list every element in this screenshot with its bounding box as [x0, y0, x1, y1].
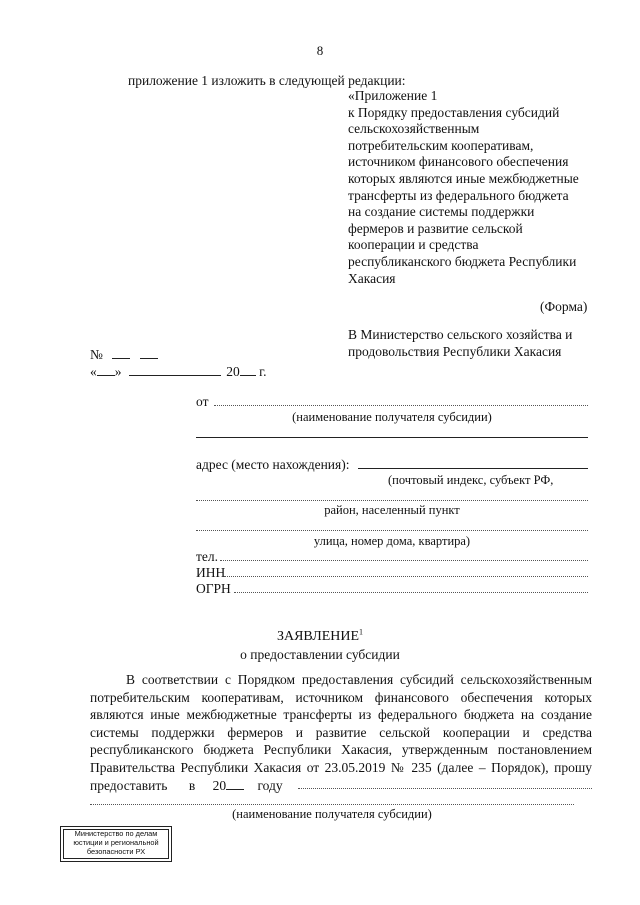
date-day-blank[interactable] — [97, 362, 115, 376]
address-hint-2: район, населенный пункт — [324, 503, 460, 517]
body-line: системы поддержки фермеров и развитие сельской кооперации и средства — [90, 724, 592, 740]
inn-line[interactable] — [224, 564, 588, 577]
page-number: 8 — [316, 43, 324, 58]
stamp-line: Министерство по делам — [74, 829, 158, 838]
appendix-line: потребительским кооперативам, — [348, 137, 534, 153]
body-line: являются иные межбюджетные трансферты из федерального бюджета на создание — [90, 707, 592, 722]
inn-label: ИНН — [196, 565, 226, 580]
bottom-recipient-line[interactable] — [90, 794, 574, 805]
address-line-2[interactable] — [196, 488, 588, 501]
appendix-line: Хакасия — [348, 270, 396, 286]
appendix-line: на создание системы поддержки — [348, 204, 535, 220]
address-label: адрес (место нахождения): — [196, 457, 350, 472]
appendix-header — [348, 88, 608, 287]
tel-line[interactable] — [220, 548, 588, 561]
date-month-blank[interactable] — [129, 362, 221, 376]
date-year-suffix: г. — [259, 364, 267, 379]
date-year-prefix: 20 — [226, 364, 240, 379]
bottom-hint: (наименование получателя субсидии) — [232, 807, 432, 821]
body-line: Правительства Республики Хакасия от 23.05.2019 № 235 (далее – Порядок), прошу — [90, 759, 592, 775]
date-close-quote: » — [114, 364, 122, 379]
appendix-line: сельскохозяйственным — [348, 121, 480, 137]
provide-label: предоставить — [90, 778, 168, 793]
appendix-line: к Порядку предоставления субсидий — [348, 104, 560, 120]
recipient-line-2[interactable] — [196, 425, 588, 438]
address-hint-3: улица, номер дома, квартира) — [313, 534, 471, 548]
from-label: от — [196, 394, 209, 409]
form-label: (Форма) — [540, 299, 588, 314]
appendix-line: «Приложение 1 — [348, 88, 438, 103]
address-line[interactable] — [358, 456, 588, 469]
document-subtitle: о предоставлении субсидии — [240, 647, 400, 662]
number-prefix: № — [90, 347, 103, 362]
provide-year-blank[interactable] — [226, 776, 244, 790]
tel-label: тел. — [196, 549, 219, 564]
appendix-line: фермеров и развитие сельской — [348, 220, 523, 236]
intro-text: приложение 1 изложить в следующей редакции: — [128, 73, 406, 88]
number-field — [90, 345, 158, 363]
provide-in: в — [188, 778, 196, 793]
title-text: ЗАЯВЛЕНИЕ — [276, 629, 360, 644]
body-paragraph — [90, 671, 592, 776]
date-field — [90, 362, 267, 380]
ogrn-label: ОГРН — [196, 581, 231, 596]
body-line: республиканского бюджета Республики Хакасия, утвержденным постановлением — [90, 742, 592, 757]
body-line: потребительским кооперативам, источником финансового обеспечения которых — [90, 689, 592, 705]
number-blank-1[interactable] — [112, 345, 130, 359]
registration-stamp — [60, 826, 172, 862]
appendix-line: республиканского бюджета Республики — [348, 253, 577, 269]
date-year-blank[interactable] — [240, 362, 256, 376]
address-line-3[interactable] — [196, 518, 588, 531]
address-hint-1: (почтовый индекс, субъект РФ, — [388, 473, 554, 487]
provide-row — [90, 776, 283, 794]
number-blank-2[interactable] — [140, 345, 158, 359]
title-footnote: 1 — [359, 627, 364, 637]
recipient-hint: (наименование получателя субсидии) — [292, 410, 492, 424]
provide-year-suffix: году — [257, 778, 283, 793]
ministry-line: В Министерство сельского хозяйства и — [348, 327, 573, 342]
stamp-line: безопасности РХ — [86, 847, 146, 856]
date-open-quote: « — [90, 364, 97, 379]
appendix-line: трансферты из федерального бюджета — [348, 187, 569, 203]
ogrn-line[interactable] — [234, 580, 588, 593]
appendix-line: источником финансового обеспечения — [348, 154, 569, 170]
stamp-line: юстиции и региональной — [73, 838, 159, 847]
body-line: В соответствии с Порядком предоставления субсидий сельскохозяйственным — [126, 672, 592, 687]
provide-amount-line[interactable] — [298, 776, 592, 789]
appendix-line: которых являются иные межбюджетные — [348, 170, 579, 186]
from-line[interactable] — [214, 393, 588, 406]
ministry-addressee — [348, 326, 608, 360]
ministry-line: продовольствия Республики Хакасия — [348, 344, 562, 359]
document-title — [0, 628, 640, 645]
provide-year-prefix: 20 — [212, 778, 227, 793]
appendix-line: кооперации и средства — [348, 237, 479, 253]
